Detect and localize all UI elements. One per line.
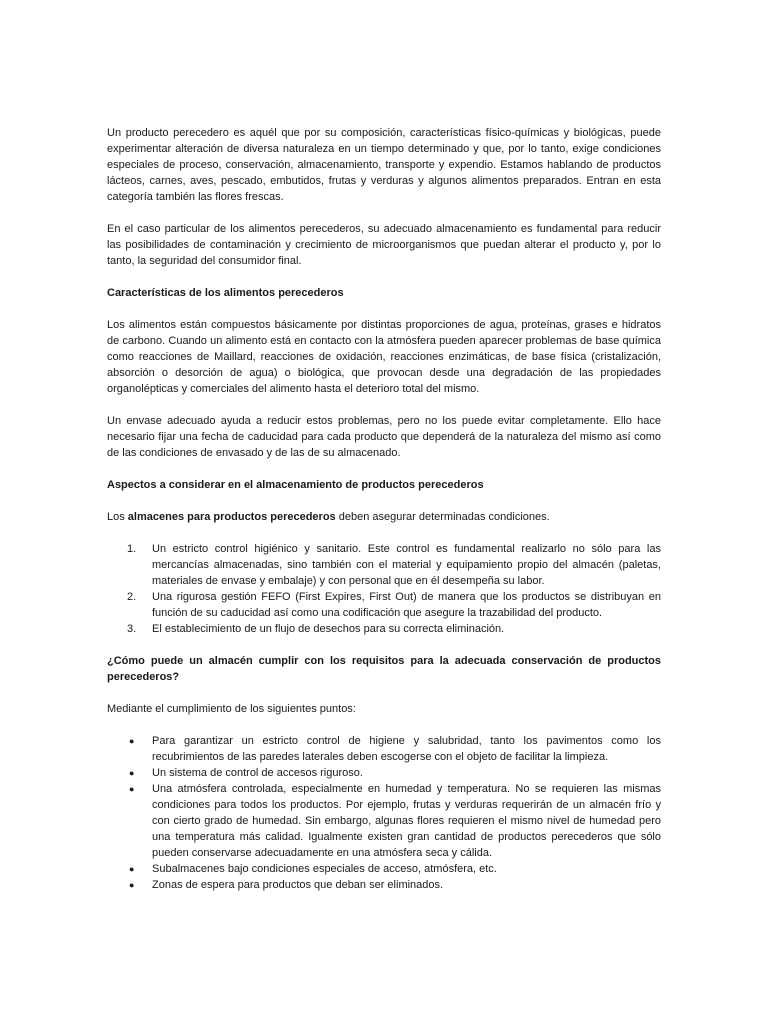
list-item <box>107 589 661 621</box>
list-item <box>107 541 661 589</box>
list-number: 2. <box>127 591 137 603</box>
bullet-icon: ● <box>129 736 135 746</box>
list-item <box>107 781 661 861</box>
bullet-icon: ● <box>129 784 135 794</box>
list-item <box>107 765 661 781</box>
paragraph-intro-1: Un producto perecedero es aquél que por su composición, características físico-químicas y biológicas, puede experimentar alteración de diversa naturaleza en un tiempo determinado y que, por lo tanto, exige condiciones especiales de proceso, conservación, almacenamiento, transporte y expendio. Estamos hablando de productos lácteos, carnes, aves, pescado, embutidos, frutas y verduras y algunos alimentos preparados. Entran en esta categoría también las flores frescas. <box>107 127 661 203</box>
heading-aspectos: Aspectos a considerar en el almacenamiento de productos perecederos <box>107 479 484 491</box>
paragraph-intro-2: En el caso particular de los alimentos perecederos, su adecuado almacenamiento es fundamental para reducir las posibilidades de contaminación y crecimiento de microorganismos que puedan alterar el producto y, por lo tanto, la seguridad del consumidor final. <box>107 223 661 267</box>
list-item <box>107 733 661 765</box>
paragraph-caracteristicas-2: Un envase adecuado ayuda a reducir estos problemas, pero no los puede evitar completamente. Ello hace necesario fijar una fecha de caducidad para cada producto que dependerá de la naturaleza del mismo así como de las condiciones de envasado y de las de su almacenado. <box>107 415 661 459</box>
list-item-text: Para garantizar un estricto control de higiene y salubridad, tanto los pavimentos como los recubrimientos de las paredes laterales deben escogerse con el objeto de facilitar la limpieza. <box>152 735 661 763</box>
paragraph-aspectos-intro <box>107 509 661 525</box>
list-number: 1. <box>127 543 137 555</box>
heading-caracteristicas: Características de los alimentos perecederos <box>107 287 344 299</box>
list-item-text: Un sistema de control de accesos riguroso. <box>152 767 363 779</box>
list-item-text: Un estricto control higiénico y sanitario. Este control es fundamental realizarlo no sólo para las mercancías almacenadas, sino también con el material y equipamiento propio del almacén (paletas, materiales de envase y embalaje) y con personal que en él desempeña su labor. <box>152 543 661 587</box>
heading-como-cumplir: ¿Cómo puede un almacén cumplir con los requisitos para la adecuada conservación de productos perecederos? <box>107 655 661 683</box>
paragraph-caracteristicas-1: Los alimentos están compuestos básicamente por distintas proporciones de agua, proteínas, grases e hidratos de carbono. Cuando un alimento está en contacto con la atmósfera pueden aparecer problemas de base química como reacciones de Maillard, reacciones de oxidación, reacciones enzimáticas, de base física (cristalización, absorción o desorción de agua) o biológica, que provocan desde una degradación de las propiedades organolépticas y comerciales del alimento hasta el deterioro total del mismo. <box>107 319 661 395</box>
aspectos-intro-post: deben asegurar determinadas condiciones. <box>335 511 550 523</box>
bullet-list <box>107 733 661 893</box>
aspectos-intro-bold: almacenes para productos perecederos <box>127 511 336 523</box>
list-item <box>107 621 661 637</box>
aspectos-intro-pre: Los <box>107 511 128 523</box>
paragraph-como-cumplir-intro: Mediante el cumplimiento de los siguientes puntos: <box>107 703 356 715</box>
document-body <box>107 125 661 893</box>
list-item-text: El establecimiento de un flujo de desechos para su correcta eliminación. <box>152 623 505 635</box>
list-item <box>107 861 661 877</box>
list-item-text: Una rigurosa gestión FEFO (First Expires, First Out) de manera que los productos se distribuyan en función de su caducidad así como una codificación que asegure la trazabilidad del producto. <box>152 591 661 619</box>
list-item-text: Una atmósfera controlada, especialmente en humedad y temperatura. No se requieren las mismas condiciones para todos los productos. Por ejemplo, frutas y verduras requerirán de un almacén frío y con cierto grado de humedad. Sin embargo, algunas flores requieren el mismo nivel de humedad pero una temperatura más calidad. Igualmente existen gran cantidad de productos perecederos que sólo pueden conservarse adecuadamente en una atmósfera seca y cálida. <box>152 783 661 859</box>
numbered-list <box>107 541 661 637</box>
list-item-text: Subalmacenes bajo condiciones especiales de acceso, atmósfera, etc. <box>152 863 497 875</box>
bullet-icon: ● <box>129 768 135 778</box>
bullet-icon: ● <box>129 864 135 874</box>
bullet-icon: ● <box>129 880 135 890</box>
list-item-text: Zonas de espera para productos que deban ser eliminados. <box>152 879 444 891</box>
list-number: 3. <box>127 623 137 635</box>
list-item <box>107 877 661 893</box>
